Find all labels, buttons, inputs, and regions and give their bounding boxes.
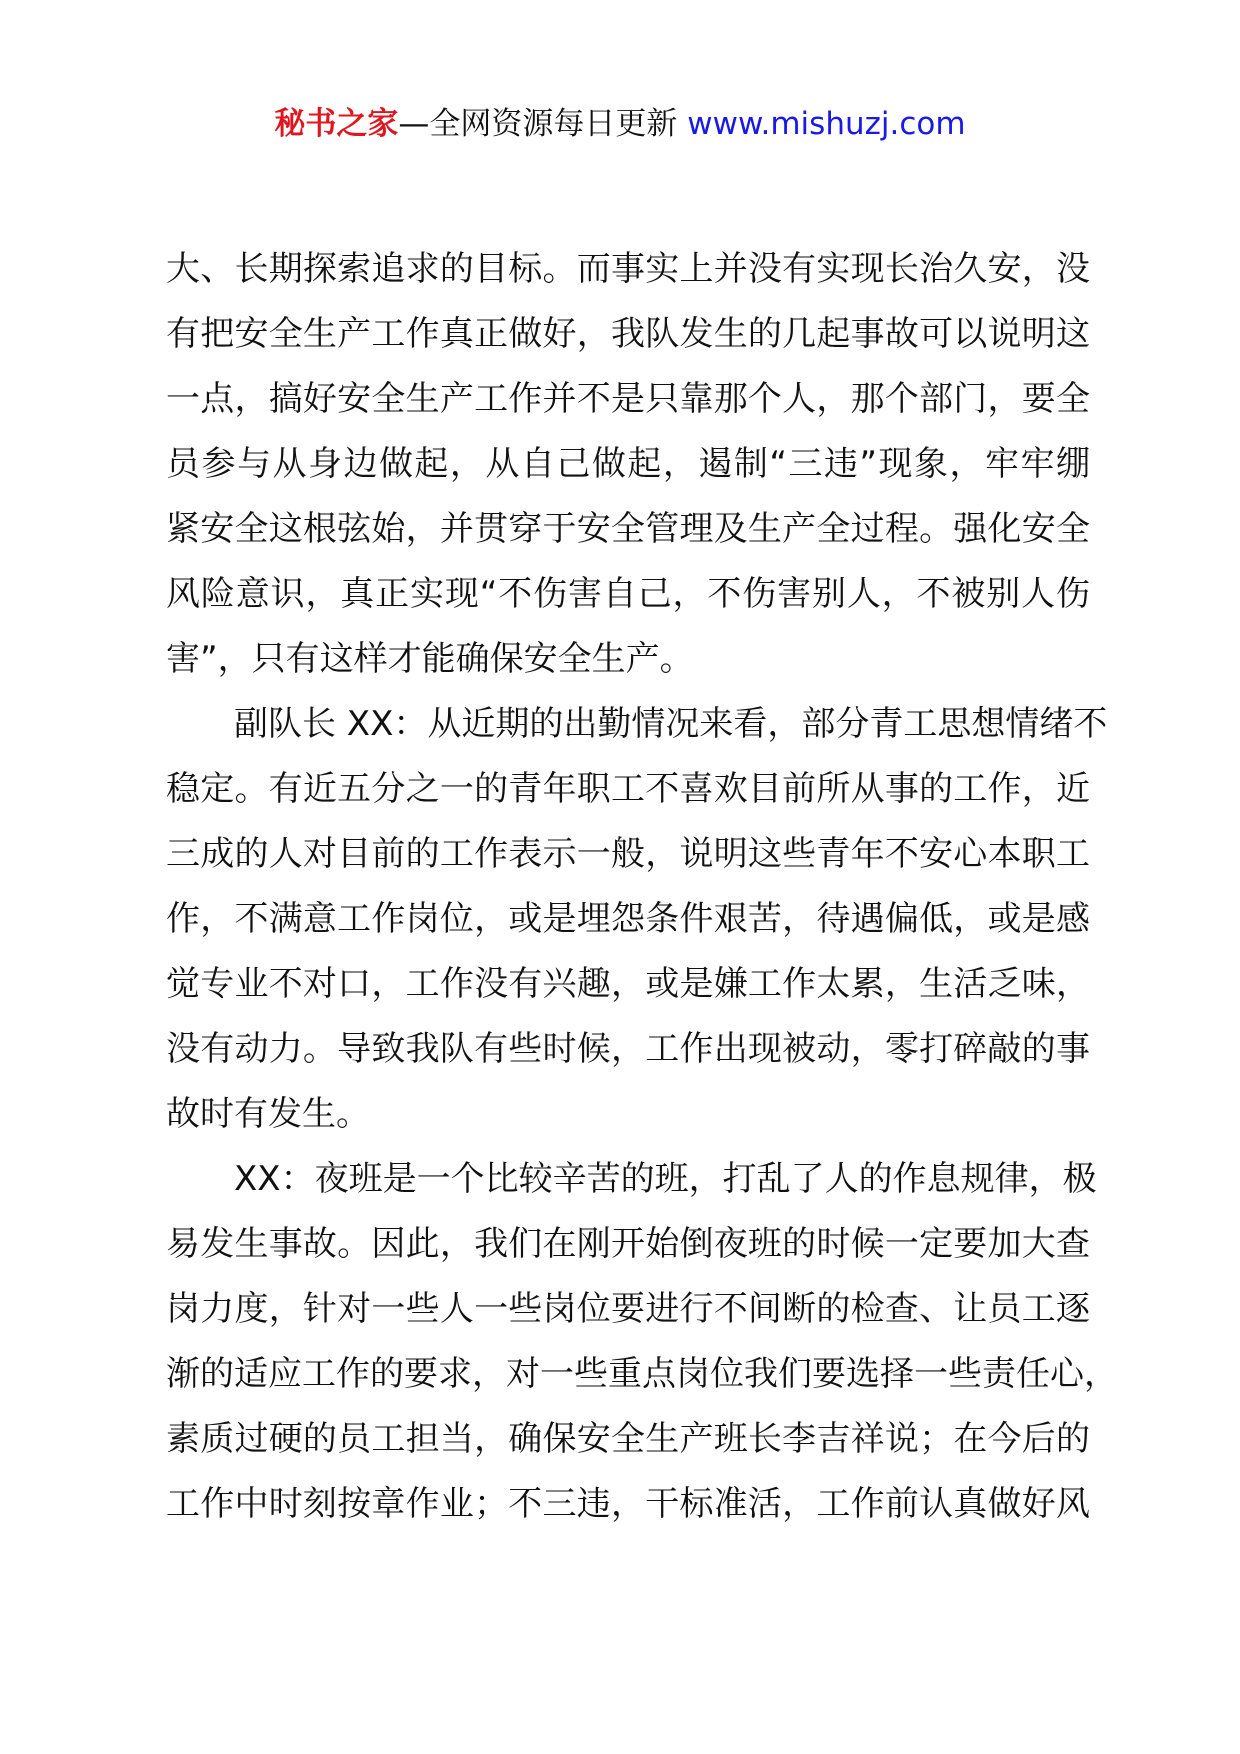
text-line: 作，不满意工作岗位，或是埋怨条件艰苦，待遇偏低，或是感 [166, 899, 1090, 939]
text-line: XX：夜班是一个比较辛苦的班，打乱了人的作息规律，极 [234, 1159, 1097, 1199]
paragraph-2 [166, 692, 1108, 1147]
text-line: 故时有发生。 [166, 1094, 370, 1134]
text-line: 工作中时刻按章作业；不三违，干标准活，工作前认真做好风 [166, 1484, 1090, 1524]
text-line: 有把安全生产工作真正做好，我队发生的几起事故可以说明这 [166, 314, 1090, 354]
text-line: 觉专业不对口，工作没有兴趣，或是嫌工作太累，生活乏味， [166, 964, 1090, 1004]
text-line: 素质过硬的员工担当，确保安全生产班长李吉祥说；在今后的 [166, 1419, 1090, 1459]
text-line: 三成的人对目前的工作表示一般，说明这些青年不安心本职工 [166, 834, 1090, 874]
header-tagline: —全网资源每日更新 [398, 106, 688, 142]
text-line: 一点，搞好安全生产工作并不是只靠那个人，那个部门，要全 [166, 379, 1090, 419]
text-line: 副队长 XX：从近期的出勤情况来看，部分青工思想情绪不 [234, 704, 1108, 744]
text-line: 易发生事故。因此，我们在刚开始倒夜班的时候一定要加大查 [166, 1224, 1090, 1264]
text-line: 害”，只有这样才能确保安全生产。 [166, 639, 694, 679]
text-line: 稳定。有近五分之一的青年职工不喜欢目前所从事的工作，近 [166, 769, 1090, 809]
paragraph-3 [166, 1147, 1118, 1537]
text-line: 岗力度，针对一些人一些岗位要进行不间断的检查、让员工逐 [166, 1289, 1090, 1329]
brand-name: 秘书之家 [274, 106, 399, 142]
text-line: 员参与从身边做起，从自己做起，遏制“三违”现象，牢牢绷 [166, 444, 1090, 484]
text-line: 大、长期探索追求的目标。而事实上并没有实现长治久安，没 [166, 249, 1090, 289]
document-body [166, 237, 1118, 1537]
text-line: 渐的适应工作的要求，对一些重点岗位我们要选择一些责任心， [166, 1354, 1118, 1394]
text-line: 紧安全这根弦始，并贯穿于安全管理及生产全过程。强化安全 [166, 509, 1090, 549]
page-header [0, 102, 1240, 146]
paragraph-1 [166, 237, 1090, 692]
text-line: 风险意识，真正实现“不伤害自己，不伤害别人，不被别人伤 [166, 574, 1090, 614]
text-line: 没有动力。导致我队有些时候，工作出现被动，零打碎敲的事 [166, 1029, 1090, 1069]
site-url: www.mishuzj.com [687, 106, 966, 142]
